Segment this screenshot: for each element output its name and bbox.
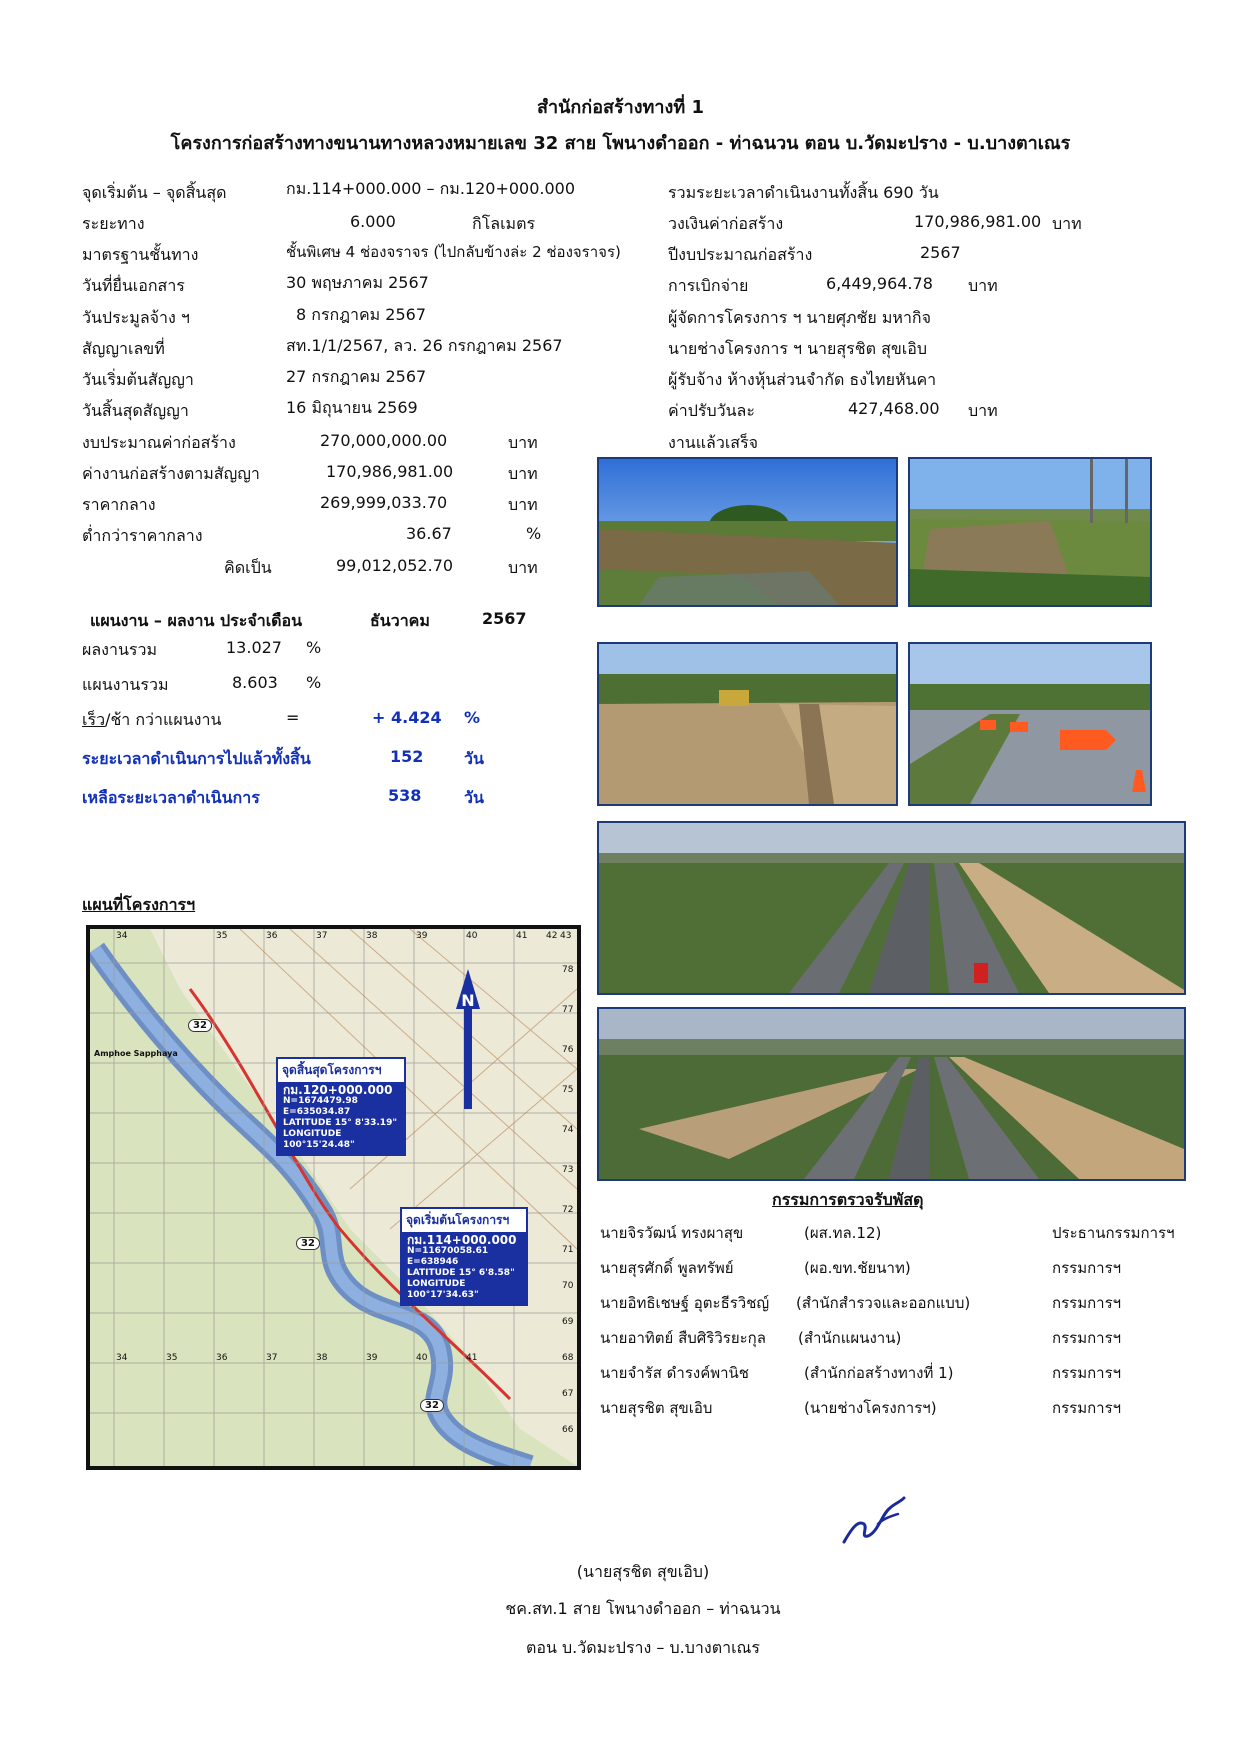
info-value: ชั้นพิเศษ 4 ช่องจราจร (ไปกลับข้างล่ะ 2 ช่องจราจร) [286,243,621,261]
start-point-callout [400,1207,528,1306]
grid-label: 74 [562,1125,574,1135]
info-value: 99,012,052.70 [336,556,454,575]
grid-label: 40 [416,1353,428,1363]
info-value: 30 พฤษภาคม 2567 [286,273,429,292]
committee-org: (สำนักก่อสร้างทางที่ 1) [804,1364,954,1382]
grid-label: 78 [562,965,574,975]
site-photo-4 [908,642,1152,806]
start-point-lon: LONGITUDE 100°17'34.63" [407,1279,479,1300]
signature-mark [838,1490,908,1550]
project-title: โครงการก่อสร้างทางขนานทางหลวงหมายเลข 32 สาย โพนางดำออก - ท่าฉนวน ตอน บ.วัดมะปราง - บ.บางตาเณร [170,133,1071,154]
start-point-km: กม.114+000.000 [407,1233,517,1247]
office-title: สำนักก่อสร้างทางที่ 1 [537,97,704,118]
site-photo-aerial-2 [597,1007,1186,1181]
grid-label: 69 [562,1317,574,1327]
committee-role: ประธานกรรมการฯ [1052,1224,1175,1242]
info-unit: บาท [508,558,538,577]
grid-label: 42 [546,931,558,941]
fiscal-label: ปีงบประมาณก่อสร้าง [668,245,813,264]
committee-role: กรรมการฯ [1052,1329,1122,1347]
committee-role: กรรมการฯ [1052,1364,1122,1382]
committee-name: นายอิทธิเชษฐ์ อุตะธีรวิชญ์ [600,1294,770,1312]
info-value: 170,986,981.00 [326,462,454,481]
end-point-title: จุดสิ้นสุดโครงการฯ [278,1059,404,1082]
fine-value: 427,468.00 [848,399,940,418]
info-label: งบประมาณค่าก่อสร้าง [82,433,236,452]
site-photo-3 [597,642,898,806]
info-label: ราคากลาง [82,495,156,514]
plan-label: แผนงานรวม [82,675,169,694]
actual-value: 13.027 [226,638,282,657]
end-point-lon: LONGITUDE 100°15'24.48" [283,1129,355,1150]
end-point-e: E=635034.87 [283,1107,351,1117]
grid-label: 73 [562,1165,574,1175]
elapsed-label: ระยะเวลาดำเนินการไปแล้วทั้งสิ้น [82,749,311,768]
grid-label: 38 [316,1353,328,1363]
north-arrow-icon [456,969,480,1109]
grid-label: 70 [562,1281,574,1291]
budget-unit: บาท [1052,214,1082,233]
committee-role: กรรมการฯ [1052,1399,1122,1417]
info-unit: บาท [508,433,538,452]
progress-title: แผนงาน – ผลงาน ประจำเดือน [90,611,303,630]
grid-label: 72 [562,1205,574,1215]
grid-label: 38 [366,931,378,941]
info-label: ค่างานก่อสร้างตามสัญญา [82,464,260,483]
grid-label: 35 [216,931,228,941]
grid-label: 34 [116,1353,128,1363]
contractor: ผู้รับจ้าง ห้างหุ้นส่วนจำกัด ธงไทยหันคา [668,370,937,389]
info-unit: กิโลเมตร [472,214,536,233]
committee-org: (สำนักแผนงาน) [798,1329,902,1347]
info-value: 16 มิถุนายน 2569 [286,398,418,417]
end-point-km: กม.120+000.000 [283,1083,393,1097]
committee-role: กรรมการฯ [1052,1259,1122,1277]
elapsed-unit: วัน [464,749,484,768]
grid-label: 35 [166,1353,178,1363]
info-unit: บาท [508,464,538,483]
remaining-unit: วัน [464,788,484,807]
progress-month: ธันวาคม [370,611,430,630]
progress-year: 2567 [482,609,527,628]
map-town-label: Amphoe Sapphaya [94,1049,178,1058]
project-manager: ผู้จัดการโครงการ ฯ นายศุภชัย มหากิจ [668,308,931,327]
actual-label: ผลงานรวม [82,640,158,659]
info-value: 269,999,033.70 [320,493,448,512]
committee-name: นายจิรวัฒน์ ทรงผาสุข [600,1224,744,1242]
grid-label: 37 [316,931,328,941]
info-label: มาตรฐานชั้นทาง [82,245,199,264]
diff-value: + 4.424 [372,708,442,727]
end-point-lat: LATITUDE 15° 8'33.19" [283,1118,398,1128]
grid-label: 36 [266,931,278,941]
grid-label: 34 [116,931,128,941]
grid-label: 41 [466,1353,478,1363]
disburse-value: 6,449,964.78 [826,274,933,293]
grid-label: 36 [216,1353,228,1363]
total-duration: รวมระยะเวลาดำเนินงานทั้งสิ้น 690 วัน [668,183,939,202]
info-value: 270,000,000.00 [320,431,448,450]
info-label: ต่ำกว่าราคากลาง [82,526,203,545]
elapsed-value: 152 [390,747,424,766]
road-shield: 32 [188,1019,212,1032]
grid-label: 68 [562,1353,574,1363]
info-value: 6.000 [350,212,396,231]
info-value: 27 กรกฎาคม 2567 [286,367,427,386]
north-label: N [461,991,475,1010]
info-label: วันสิ้นสุดสัญญา [82,401,189,420]
signature-name: (นายสุรชิต สุขเอิบ) [576,1562,710,1581]
grid-label: 66 [562,1425,574,1435]
remaining-value: 538 [388,786,422,805]
info-unit: บาท [508,495,538,514]
info-value: กม.114+000.000 – กม.120+000.000 [286,179,576,198]
diff-label-fast: เร็ว [82,710,106,729]
committee-org: (นายช่างโครงการฯ) [804,1399,937,1417]
info-label: จุดเริ่มต้น – จุดสิ้นสุด [82,183,227,202]
plan-unit: % [306,673,322,692]
info-value: สท.1/1/2567, ลว. 26 กรกฎาคม 2567 [286,336,563,355]
diff-eq: = [286,708,300,727]
committee-org: (ผส.ทล.12) [804,1224,882,1242]
grid-label: 37 [266,1353,278,1363]
committee-name: นายอาทิตย์ สืบศิริวิรยะกุล [600,1329,766,1347]
completed-label: งานแล้วเสร็จ [668,433,759,452]
fine-label: ค่าปรับวันละ [668,401,755,420]
plan-value: 8.603 [232,673,278,692]
start-point-n: N=11670058.61 [407,1246,489,1256]
grid-label: 39 [416,931,428,941]
map-heading: แผนที่โครงการฯ [82,895,196,914]
fiscal-value: 2567 [920,243,961,262]
end-point-callout [276,1057,406,1156]
grid-label: 67 [562,1389,574,1399]
grid-label: 77 [562,1005,574,1015]
remaining-label: เหลือระยะเวลาดำเนินการ [82,788,260,807]
signature-position-line2: ตอน บ.วัดมะปราง – บ.บางตาเณร [526,1638,760,1657]
diff-unit: % [464,708,481,727]
committee-name: นายสุรศักดิ์ พูลทรัพย์ [600,1259,734,1277]
budget-label: วงเงินค่าก่อสร้าง [668,214,784,233]
info-label: ระยะทาง [82,214,145,233]
disburse-label: การเบิกจ่าย [668,276,749,295]
grid-label: 76 [562,1045,574,1055]
grid-label: 71 [562,1245,574,1255]
info-label: คิดเป็น [224,558,272,577]
start-point-lat: LATITUDE 15° 6'8.58" [407,1268,515,1278]
actual-unit: % [306,638,322,657]
signature-position-line1: ชค.สท.1 สาย โพนางดำออก – ท่าฉนวน [505,1599,781,1618]
site-photo-aerial-1 [597,821,1186,995]
fine-unit: บาท [968,401,998,420]
info-value: 36.67 [406,524,452,543]
project-map [86,925,581,1470]
committee-name: นายสุรชิต สุขเอิบ [600,1399,713,1417]
info-label: วันที่ยื่นเอกสาร [82,276,185,295]
grid-label: 39 [366,1353,378,1363]
project-engineer: นายช่างโครงการ ฯ นายสุรชิต สุขเอิบ [668,339,928,358]
info-label: สัญญาเลขที่ [82,339,165,358]
info-unit: % [526,524,542,543]
road-shield: 32 [420,1399,444,1412]
committee-role: กรรมการฯ [1052,1294,1122,1312]
committee-name: นายจำรัส ดำรงค์พานิช [600,1364,749,1382]
start-point-e: E=638946 [407,1257,459,1267]
end-point-n: N=1674479.98 [283,1096,358,1106]
committee-heading: กรรมการตรวจรับพัสดุ [772,1190,924,1209]
info-label: วันเริ่มต้นสัญญา [82,370,194,389]
grid-label: 40 [466,931,478,941]
committee-org: (สำนักสำรวจและออกแบบ) [796,1294,971,1312]
budget-value: 170,986,981.00 [914,212,1042,231]
committee-org: (ผอ.ขท.ชัยนาท) [804,1259,911,1277]
diff-label [82,708,221,733]
start-point-title: จุดเริ่มต้นโครงการฯ [402,1209,526,1232]
grid-label: 75 [562,1085,574,1095]
road-shield: 32 [296,1237,320,1250]
site-photo-1 [597,457,898,607]
diff-label-rest: /ช้า กว่าแผนงาน [105,710,222,729]
info-label: วันประมูลจ้าง ฯ [82,308,190,327]
info-value: 8 กรกฎาคม 2567 [296,305,427,324]
grid-label: 41 [516,931,528,941]
site-photo-2 [908,457,1152,607]
disburse-unit: บาท [968,276,998,295]
grid-label: 43 [560,931,572,941]
